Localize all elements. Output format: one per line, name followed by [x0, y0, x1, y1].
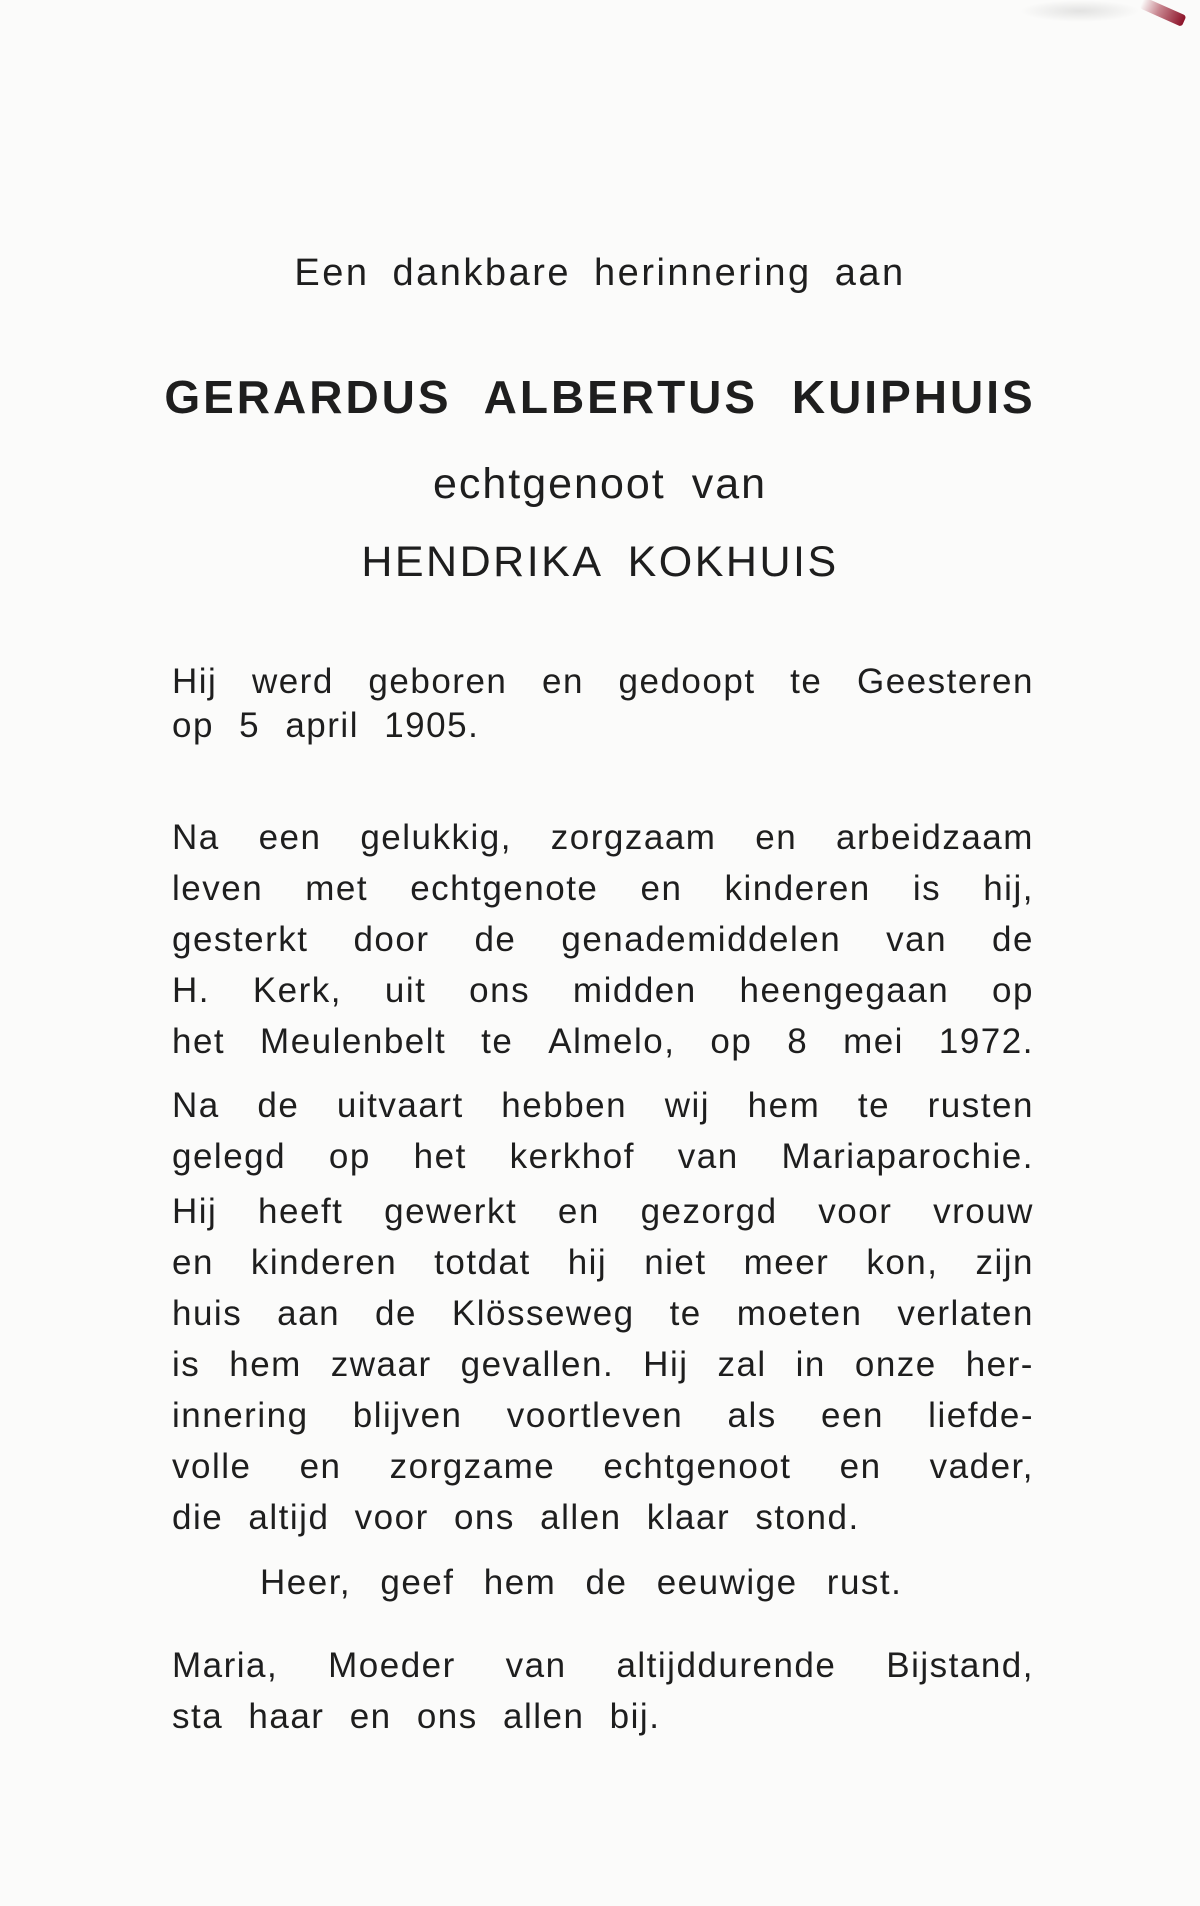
word: innering — [172, 1396, 309, 1435]
word: vader, — [929, 1447, 1034, 1486]
birth-paragraph — [172, 660, 1034, 748]
word: geboren — [368, 662, 508, 701]
word: volle — [172, 1447, 252, 1486]
text-line — [172, 914, 1034, 965]
text-line — [172, 1640, 1034, 1691]
text-line — [172, 1131, 1034, 1182]
word: totdat — [434, 1243, 531, 1282]
word: Mariaparochie. — [781, 1137, 1034, 1176]
word: Hij — [172, 662, 218, 701]
word: liefde- — [928, 1396, 1034, 1435]
word: niet — [644, 1243, 707, 1282]
word: meer — [743, 1243, 830, 1282]
deceased-name: GERARDUS ALBERTUS KUIPHUIS — [164, 371, 1036, 423]
text-line: op 5 april 1905. — [172, 706, 480, 745]
word: is — [172, 1345, 201, 1384]
word: gewerkt — [384, 1192, 518, 1231]
word: vrouw — [933, 1192, 1034, 1231]
word: Geesteren — [856, 662, 1034, 701]
text-line — [172, 812, 1034, 863]
word: en — [172, 1243, 214, 1282]
word: en — [299, 1447, 342, 1486]
word: gelukkig, — [360, 818, 512, 857]
word: voor — [818, 1192, 893, 1231]
prayer-line: Heer, geef hem de eeuwige rust. — [260, 1563, 903, 1602]
word: Maria, — [172, 1646, 279, 1685]
word: op — [992, 971, 1034, 1010]
word: voortleven — [506, 1396, 684, 1435]
word: Bijstand, — [886, 1646, 1034, 1685]
word: op — [328, 1137, 371, 1176]
word: werd — [251, 662, 334, 701]
word: verlaten — [897, 1294, 1034, 1333]
text-line — [172, 1339, 1034, 1390]
text-line — [172, 863, 1034, 914]
word: hem — [747, 1086, 821, 1125]
word: hem — [229, 1345, 302, 1384]
word: en — [557, 1192, 600, 1231]
word: kinderen — [724, 869, 871, 908]
word: zorgzame — [389, 1447, 556, 1486]
life-paragraph — [172, 812, 1034, 1067]
word: hij, — [983, 869, 1034, 908]
text-line — [172, 1016, 1034, 1067]
word: op — [710, 1022, 753, 1061]
word: zwaar — [330, 1345, 432, 1384]
word: Almelo, — [548, 1022, 676, 1061]
word: het — [413, 1137, 467, 1176]
word: zorgzaam — [550, 818, 717, 857]
text-line — [172, 1237, 1034, 1288]
text-line — [172, 1441, 1034, 1492]
word: heengegaan — [739, 971, 950, 1010]
word: te — [669, 1294, 702, 1333]
work-paragraph — [172, 1186, 1034, 1543]
word: zijn — [975, 1243, 1034, 1282]
spouse-name: HENDRIKA KOKHUIS — [361, 538, 839, 586]
word: kinderen — [250, 1243, 398, 1282]
word: door — [353, 920, 430, 959]
word: een — [258, 818, 322, 857]
word: Moeder — [328, 1646, 456, 1685]
burial-paragraph — [172, 1080, 1034, 1182]
word: Na — [172, 1086, 220, 1125]
text-line — [172, 1080, 1034, 1131]
word: en — [640, 869, 683, 908]
word: arbeidzaam — [836, 818, 1034, 857]
word: van — [677, 1137, 739, 1176]
word: heeft — [258, 1192, 344, 1231]
text-line — [172, 1390, 1034, 1441]
word: de — [257, 1086, 300, 1125]
maria-prayer-paragraph — [172, 1640, 1034, 1742]
word: gevallen. — [460, 1345, 615, 1384]
word: in — [795, 1345, 826, 1384]
word: gedoopt — [618, 662, 756, 701]
word: hij — [567, 1243, 608, 1282]
word: en — [541, 662, 584, 701]
word: uitvaart — [336, 1086, 464, 1125]
word: blijven — [352, 1396, 463, 1435]
text-line: die altijd voor ons allen klaar stond. — [172, 1498, 860, 1537]
word: gelegd — [172, 1137, 287, 1176]
word: wij — [664, 1086, 711, 1125]
word: gesterkt — [172, 920, 309, 959]
word: kerkhof — [509, 1137, 635, 1176]
word: Klösseweg — [451, 1294, 635, 1333]
word: altijddurende — [616, 1646, 837, 1685]
word: echtgenoot — [603, 1447, 792, 1486]
word: midden — [572, 971, 697, 1010]
text-line: sta haar en ons allen bij. — [172, 1697, 661, 1736]
word: is — [912, 869, 942, 908]
corner-ink-mark — [1140, 0, 1187, 27]
text-line — [172, 1288, 1034, 1339]
word: rusten — [927, 1086, 1034, 1125]
text-line — [172, 1186, 1034, 1237]
word: 1972. — [938, 1022, 1034, 1061]
word: en — [839, 1447, 882, 1486]
word: en — [755, 818, 798, 857]
word: het — [172, 1022, 226, 1061]
word: hebben — [501, 1086, 628, 1125]
text-line — [172, 660, 1034, 704]
text-line — [172, 965, 1034, 1016]
word: kon, — [866, 1243, 939, 1282]
word: Meulenbelt — [260, 1022, 447, 1061]
word: leven — [172, 869, 264, 908]
word: H. — [172, 971, 210, 1010]
word: mei — [843, 1022, 904, 1061]
word: aan — [277, 1294, 341, 1333]
spouse-label: echtgenoot van — [432, 460, 768, 508]
word: Na — [172, 818, 220, 857]
word: her- — [965, 1345, 1034, 1384]
intro-line: Een dankbare herinnering aan — [294, 252, 906, 294]
word: de — [474, 920, 517, 959]
word: huis — [172, 1294, 243, 1333]
word: met — [305, 869, 369, 908]
word: te — [857, 1086, 891, 1125]
word: echtgenote — [410, 869, 599, 908]
word: moeten — [736, 1294, 863, 1333]
word: genademiddelen — [561, 920, 842, 959]
word: een — [821, 1396, 884, 1435]
word: van — [886, 920, 948, 959]
word: ons — [469, 971, 531, 1010]
word: gezorgd — [640, 1192, 778, 1231]
word: onze — [854, 1345, 937, 1384]
word: te — [790, 662, 823, 701]
word: uit — [384, 971, 427, 1010]
word: de — [375, 1294, 417, 1333]
word: te — [481, 1022, 514, 1061]
corner-smudge — [1020, 0, 1140, 22]
word: van — [505, 1646, 567, 1685]
word: zal — [717, 1345, 767, 1384]
word: de — [992, 920, 1034, 959]
word: Hij — [172, 1192, 218, 1231]
word: Kerk, — [252, 971, 343, 1010]
word: 8 — [787, 1022, 809, 1061]
word: Hij — [643, 1345, 689, 1384]
word: als — [727, 1396, 777, 1435]
